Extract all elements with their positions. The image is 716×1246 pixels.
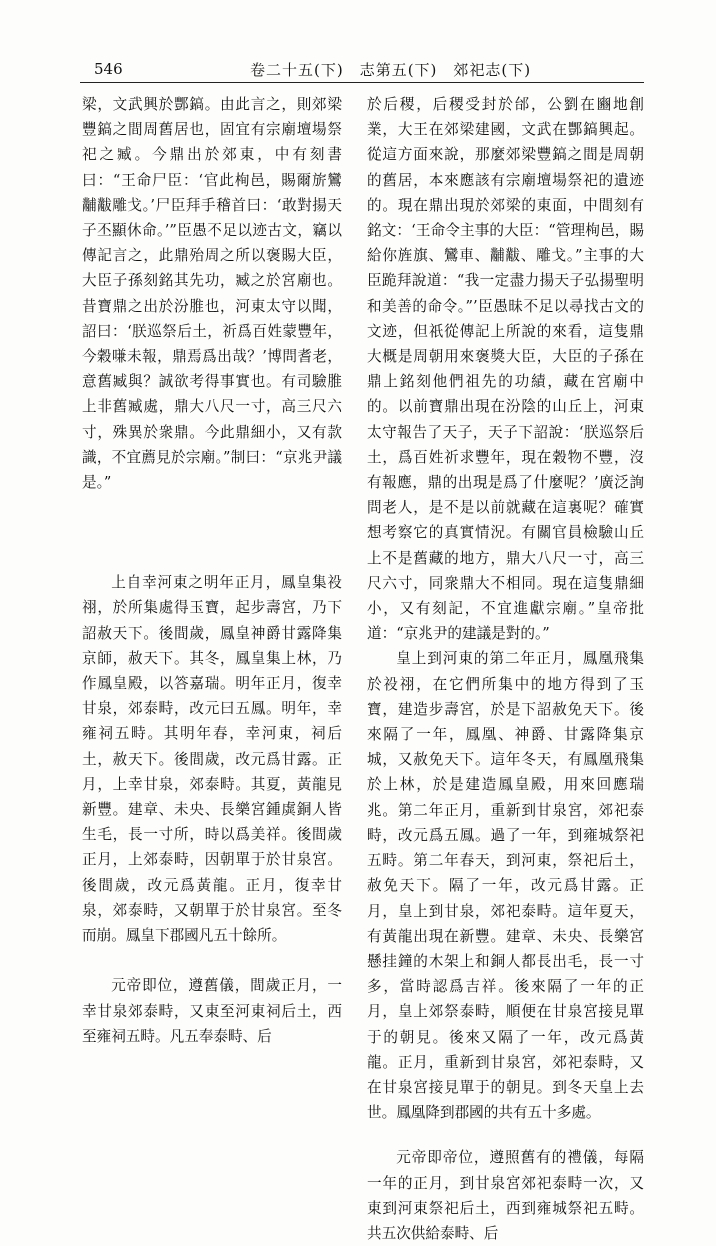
left-paragraph-2: 上自幸河東之明年正月，鳳皇集祋祤，於所集處得玉寶，起步壽宮，乃下詔赦天下。後間歲，鳳皇神爵甘露降集京師，赦天下。其冬，鳳皇集上林，乃作鳳皇殿，以答嘉瑞。明年正月，復幸甘泉，郊泰畤，改元曰五鳳。明年，幸雍祠五畤。其明年春，幸河東，祠后土，赦天下。後間歲，改元爲甘露。正月，上幸甘泉，郊泰畤。其夏，黃龍見新豐。建章、未央、長樂宮鍾虡銅人皆生毛，長一寸所，時以爲美祥。後間歲正月，上郊泰畤，因朝單于於甘泉宮。後間歲，改元爲黃龍。正月，復幸甘泉，郊泰畤，又朝單于於甘泉宮。至冬而崩。鳳皇下郡國凡五十餘所。 bbox=[82, 574, 342, 945]
right-paragraph-1: 於后稷，后稷受封於邰，公劉在豳地創業，大王在郊梁建國，文武在酆鎬興起。從這方面來說，那麼郊梁豐鎬之間是周朝的舊居，本來應該有宗廟壇場祭祀的遺迹的。現在鼎出現於郊梁的東面，中間刻有銘文：‘王命令主事的大臣：“管理栒邑，賜給你旌旗、鸞車、黼黻、雕戈。”主事的大臣跪拜說道：“我一定盡力揚天子弘揚聖明和美善的命令。”’臣愚昧不足以尋找古文的文迹，但祇從傳記上所說的來看，這隻鼎大概是周朝用來褒獎大臣，大臣的子孫在鼎上銘刻他們祖先的功績，藏在宮廟中的。以前寶鼎出現在汾陰的山丘上，河東太守報告了天子，天子下詔說：‘朕巡祭后土，爲百姓祈求豐年，現在穀物不豐，沒有報應，鼎的出現是爲了什麼呢？’廣泛詢問老人，是不是以前就藏在這裏呢？確實想考察它的真實情況。有關官員檢驗山丘上不是舊藏的地方，鼎大八尺一寸，高三尺六寸，同衆鼎大不相同。現在這隻鼎細小，又有刻記，不宜進獻宗廟。”皇帝批道：“京兆尹的建議是對的。” bbox=[367, 96, 644, 643]
running-title: 卷二十五(下) 志第五(下) 郊祀志(下) bbox=[250, 61, 532, 79]
paragraph-gap bbox=[82, 495, 342, 570]
page-number: 546 bbox=[94, 60, 123, 78]
right-column-translation bbox=[367, 92, 644, 1246]
left-paragraph-3: 元帝即位，遵舊儀，間歲正月，一幸甘泉郊泰畤，又東至河東祠后土，西至雍祠五畤。凡五奉泰畤、后 bbox=[82, 977, 342, 1045]
running-header bbox=[0, 58, 716, 82]
header-rule bbox=[80, 82, 644, 83]
left-paragraph-1: 梁，文武興於酆鎬。由此言之，則郊梁豐鎬之間周舊居也，固宜有宗廟壇場祭祀之臧。今鼎出於郊東，中有刻書曰：“王命尸臣：‘官此栒邑，賜爾旂鸞黼黻雕戈。’尸臣拜手稽首曰：‘敢對揚天子丕顯休命。’”臣愚不足以迹古文，竊以傳記言之，此鼎殆周之所以褒賜大臣，大臣子孫刻銘其先功，臧之於宮廟也。昔寶鼎之出於汾脽也，河東太守以聞，詔曰：‘朕巡祭后土，祈爲百姓蒙豐年，今穀嗛未報，鼎焉爲出哉？’博問耆老，意舊臧與？誠欲考得事實也。有司驗脽上非舊臧處，鼎大八尺一寸，高三尺六寸，殊異於衆鼎。今此鼎細小，又有款識，不宜薦見於宗廟。”制曰：“京兆尹議是。” bbox=[82, 96, 342, 492]
left-column-classical-text bbox=[82, 92, 342, 1049]
paragraph-gap bbox=[82, 948, 342, 973]
paragraph-gap bbox=[367, 1125, 644, 1145]
right-paragraph-3: 元帝即帝位，遵照舊有的禮儀，每隔一年的正月，到甘泉宮郊祀泰畤一次，又東到河東祭祀后土，西到雍城祭祀五畤。共五次供給泰畤、后 bbox=[367, 1149, 644, 1242]
right-paragraph-2: 皇上到河東的第二年正月，鳳凰飛集於祋祤，在它們所集中的地方得到了玉寶，建造步壽宮，於是下詔赦免天下。後來隔了一年，鳳凰、神爵、甘露降集京城，又赦免天下。這年冬天，有鳳凰飛集於上林，於是建造鳳皇殿，用來回應瑞兆。第二年正月，重新到甘泉宮，郊祀泰畤，改元爲五鳳。過了一年，到雍城祭祀五畤。第二年春天，到河東，祭祀后土，赦免天下。隔了一年，改元爲甘露。正月，皇上到甘泉，郊祀泰畤。這年夏天，有黃龍出現在新豐。建章、未央、長樂宮懸挂鐘的木架上和銅人都長出毛，長一寸多，當時認爲吉祥。後來隔了一年的正月，皇上郊祭泰畤，順便在甘泉宮接見單于的朝見。後來又隔了一年，改元爲黃龍。正月，重新到甘泉宮，郊祀泰畤，又在甘泉宮接見單于的朝見。到冬天皇上去世。鳳凰降到郡國的共有五十多處。 bbox=[367, 650, 644, 1122]
